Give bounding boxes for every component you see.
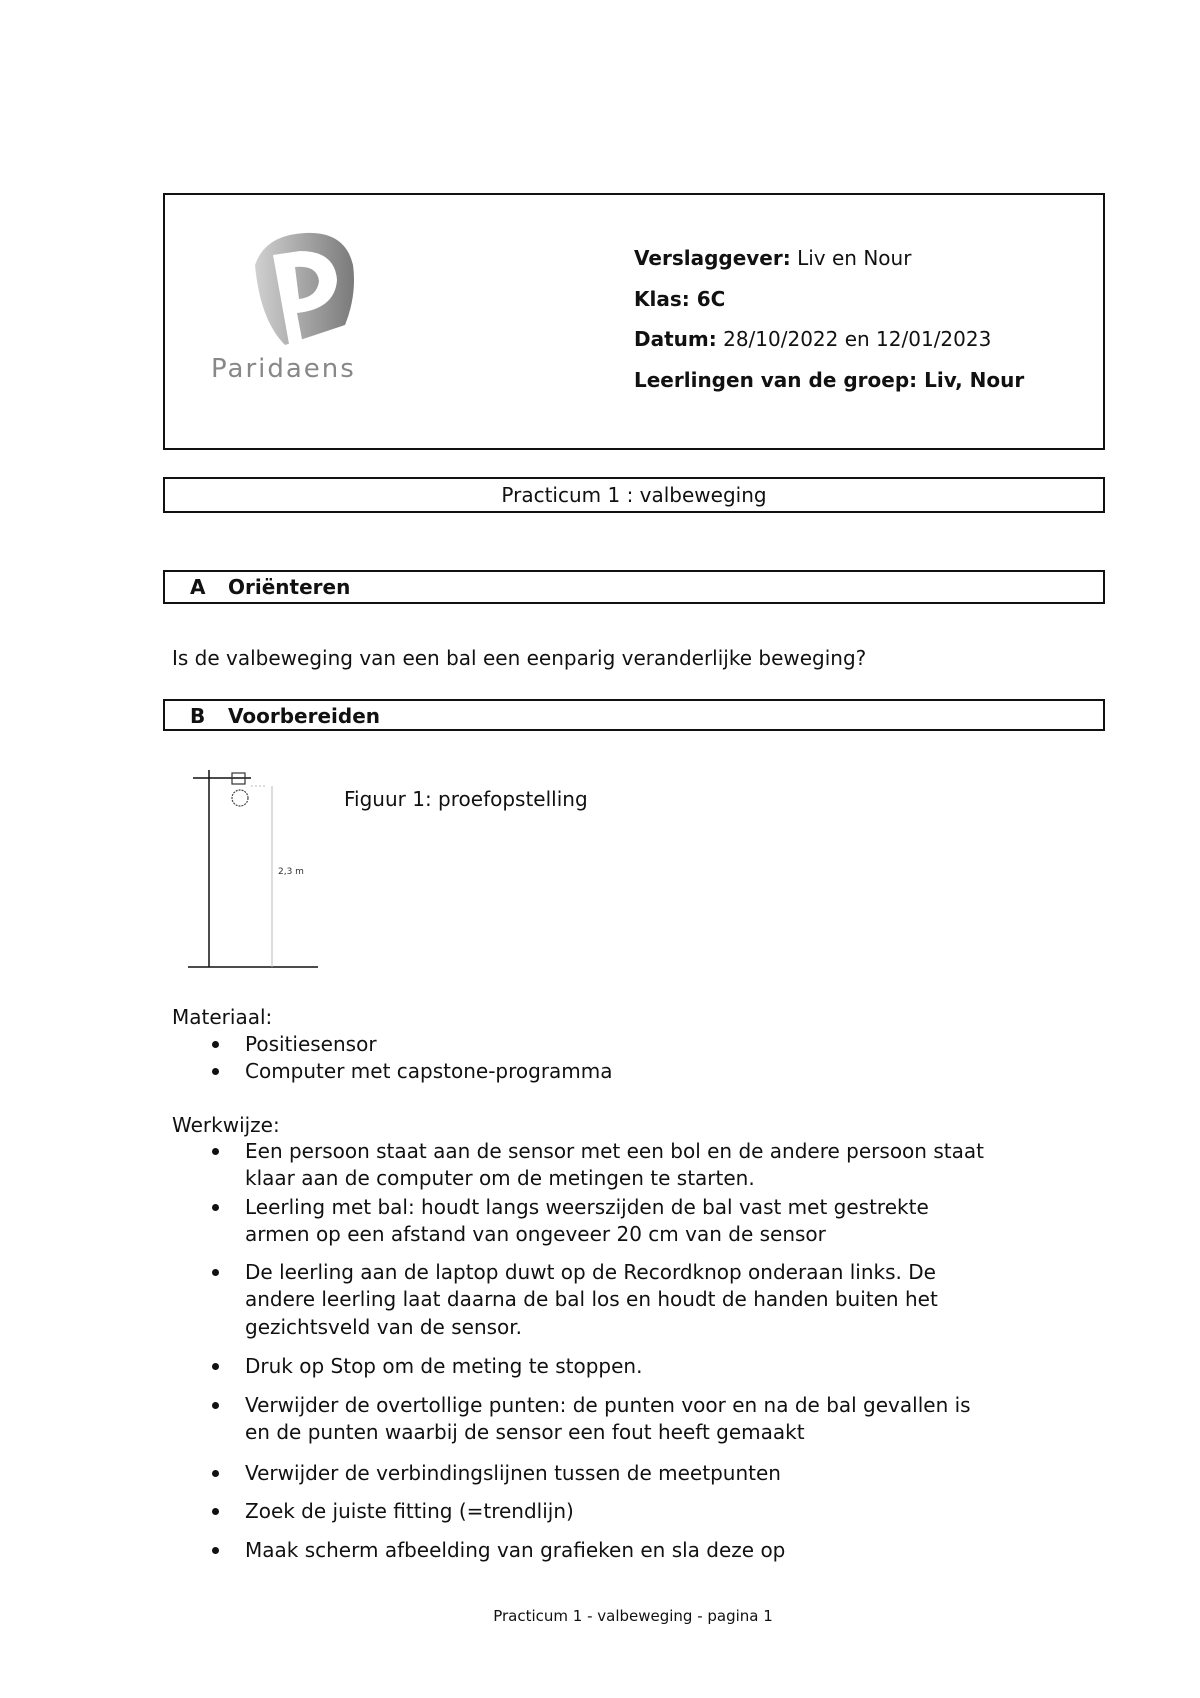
list-item-line: Een persoon staat aan de sensor met een bol en de andere persoon staat — [245, 1139, 984, 1163]
section-b-heading: Voorbereiden — [228, 704, 381, 728]
paridaens-logo — [205, 225, 405, 395]
bullet-icon — [212, 1068, 219, 1075]
bullet-icon — [212, 1204, 219, 1211]
date-label: Datum: — [634, 327, 717, 351]
list-item-line: en de punten waarbij de sensor een fout heeft gemaakt — [245, 1420, 805, 1444]
section-b-letter: B — [190, 704, 206, 728]
page-footer: Practicum 1 - valbeweging - pagina 1 — [493, 1607, 773, 1625]
list-item-line: Zoek de juiste fitting (=trendlijn) — [245, 1499, 574, 1523]
bullet-icon — [212, 1041, 219, 1048]
list-item-line: De leerling aan de laptop duwt op de Recordknop onderaan links. De — [245, 1260, 936, 1284]
figure-caption: Figuur 1: proefopstelling — [344, 787, 588, 811]
setup-figure — [185, 765, 325, 975]
bullet-icon — [212, 1470, 219, 1477]
section-a-letter: A — [190, 575, 206, 599]
method-heading: Werkwijze: — [172, 1113, 280, 1137]
list-item-line: Leerling met bal: houdt langs weerszijden de bal vast met gestrekte — [245, 1195, 929, 1219]
bullet-icon — [212, 1402, 219, 1409]
list-item-line: gezichtsveld van de sensor. — [245, 1315, 523, 1339]
reporter-value: Liv en Nour — [790, 246, 912, 270]
list-item-line: armen op een afstand van ongeveer 20 cm van de sensor — [245, 1222, 826, 1246]
page-title: Practicum 1 : valbeweging — [501, 483, 767, 507]
list-item-line: Maak scherm afbeelding van grafieken en sla deze op — [245, 1538, 786, 1562]
bullet-icon — [212, 1508, 219, 1515]
reporter-label: Verslaggever: — [634, 246, 791, 270]
list-item-line: Verwijder de verbindingslijnen tussen de meetpunten — [245, 1461, 781, 1485]
list-item: Positiesensor — [245, 1032, 377, 1056]
research-question: Is de valbeweging van een bal een eenparig veranderlijke beweging? — [172, 646, 867, 670]
list-item-line: klaar aan de computer om de metingen te starten. — [245, 1166, 755, 1190]
svg-text:Paridaens: Paridaens — [211, 354, 356, 384]
group-label: Leerlingen van de groep: Liv, Nour — [634, 368, 1025, 392]
list-item-line: Druk op Stop om de meting te stoppen. — [245, 1354, 643, 1378]
date-line — [634, 327, 991, 351]
date-value: 28/10/2022 en 12/01/2023 — [716, 327, 992, 351]
materials-heading: Materiaal: — [172, 1005, 273, 1029]
list-item-line: andere leerling laat daarna de bal los en houdt de handen buiten het — [245, 1287, 938, 1311]
list-item: Computer met capstone-programma — [245, 1059, 613, 1083]
reporter-line — [634, 246, 911, 270]
height-label: 2,3 m — [278, 867, 304, 877]
section-a-heading: Oriënteren — [228, 575, 351, 599]
bullet-icon — [212, 1547, 219, 1554]
class-label: Klas: 6C — [634, 287, 726, 311]
list-item-line: Verwijder de overtollige punten: de punten voor en na de bal gevallen is — [245, 1393, 971, 1417]
bullet-icon — [212, 1148, 219, 1155]
bullet-icon — [212, 1363, 219, 1370]
bullet-icon — [212, 1269, 219, 1276]
